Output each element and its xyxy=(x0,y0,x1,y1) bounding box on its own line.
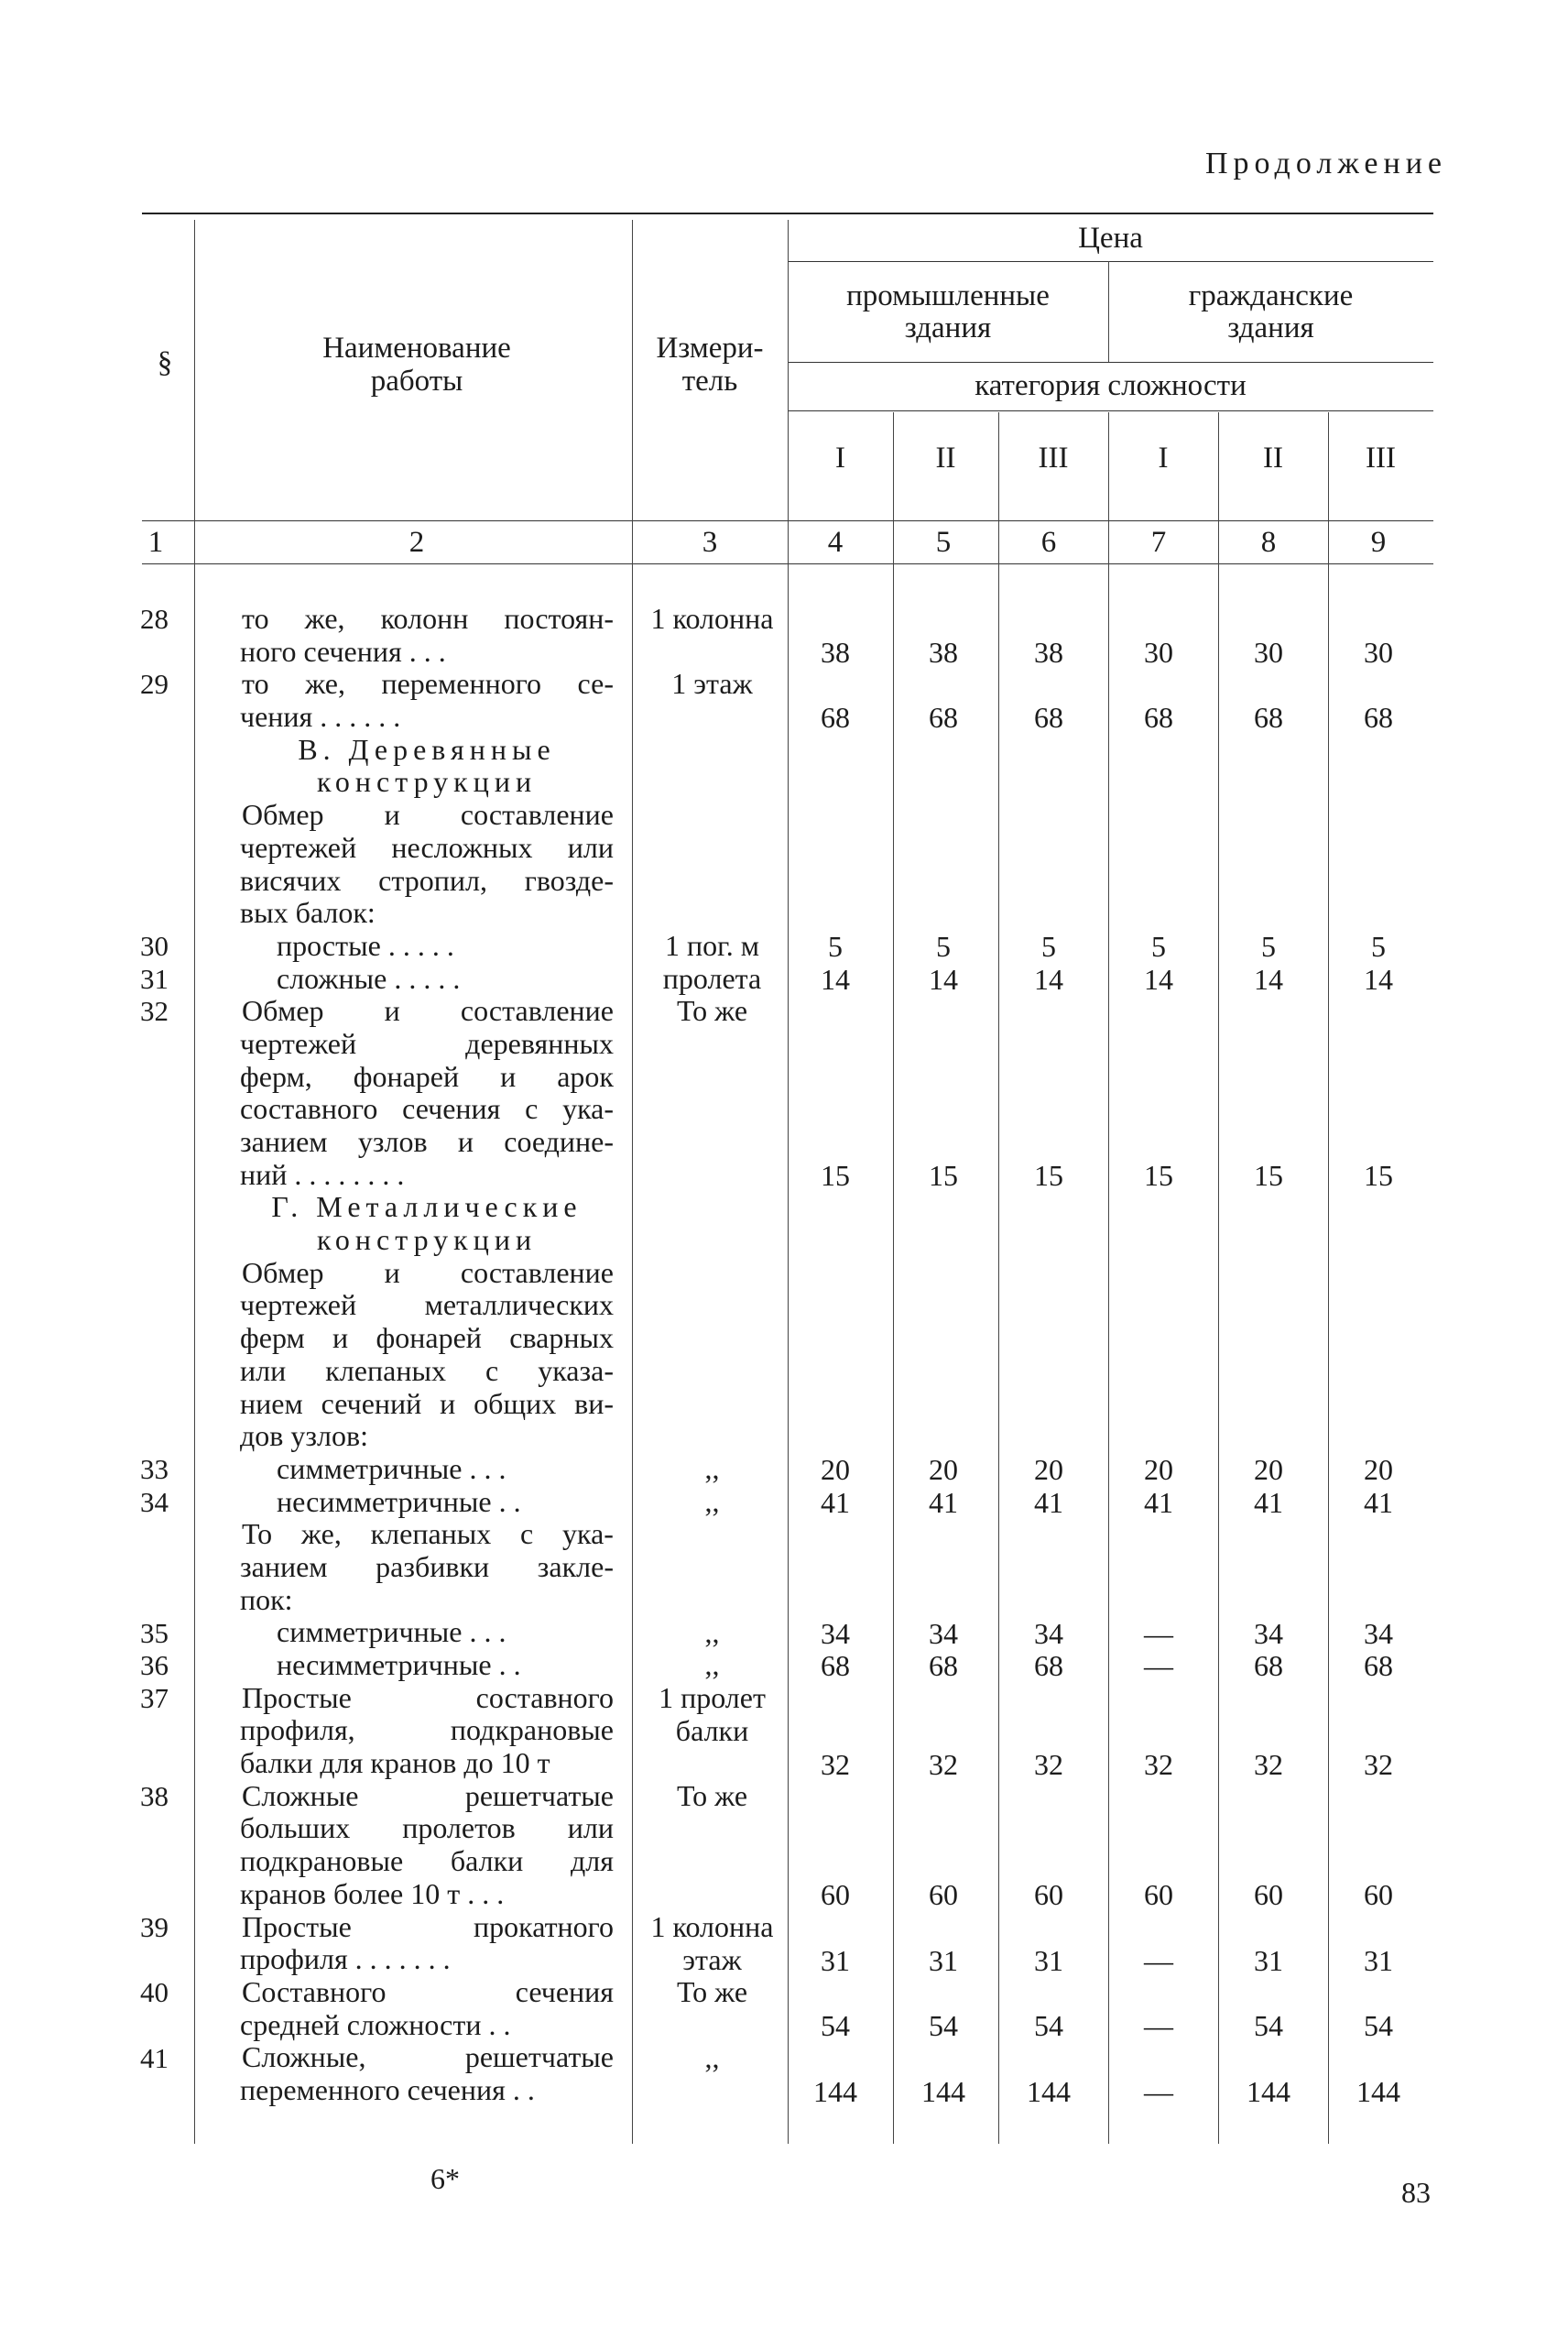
description-word: колонн xyxy=(380,602,469,635)
description-word: сварных xyxy=(509,1321,614,1355)
price-cell: 68 xyxy=(1034,1649,1063,1683)
description-word: металлических xyxy=(424,1288,614,1322)
industrial-header-line: здания xyxy=(904,311,992,344)
description-word: Обмер xyxy=(242,994,324,1028)
description-line xyxy=(240,1812,614,1845)
description-line xyxy=(240,832,614,865)
description-word: же, xyxy=(300,1517,342,1551)
column-number: 7 xyxy=(1150,526,1167,559)
price-cell: 34 xyxy=(1364,1616,1393,1650)
price-cell: 54 xyxy=(1254,2009,1283,2043)
description-word: нием xyxy=(240,1386,303,1420)
description-line xyxy=(240,799,614,832)
description-text: сложные . . . . . xyxy=(277,961,461,995)
price-cell: 32 xyxy=(1034,1747,1063,1781)
unit-cell: этаж xyxy=(682,1942,742,1976)
row-number: 40 xyxy=(140,1976,169,2009)
description-line xyxy=(240,1682,614,1715)
category-roman-numeral: II xyxy=(1263,442,1283,475)
description-word: для xyxy=(571,1844,614,1878)
work-description-column xyxy=(240,603,614,2107)
description-word: переменного xyxy=(381,667,542,701)
price-cell: — xyxy=(1144,2074,1173,2108)
description-word: занием xyxy=(240,1549,328,1583)
unit-cell: 1 пролет xyxy=(659,1681,766,1715)
row-number: 30 xyxy=(140,930,169,962)
description-word: или xyxy=(240,1353,287,1387)
column-divider xyxy=(632,220,633,2144)
price-cell: 14 xyxy=(821,962,850,996)
description-word: Обмер xyxy=(242,1255,324,1289)
price-cell: 68 xyxy=(821,1649,850,1683)
price-cell: 41 xyxy=(1364,1485,1393,1519)
row-number: 28 xyxy=(140,603,169,635)
price-cell: 32 xyxy=(1144,1747,1173,1781)
rule-line xyxy=(788,362,1433,363)
price-cell: 41 xyxy=(821,1485,850,1519)
price-cell: 41 xyxy=(1034,1485,1063,1519)
column-number: 3 xyxy=(702,526,718,559)
description-line xyxy=(240,1126,614,1159)
column-number: 2 xyxy=(408,526,425,559)
description-text: простые . . . . . xyxy=(277,928,454,962)
column-number: 5 xyxy=(935,526,952,559)
description-word: узлов xyxy=(357,1125,428,1158)
description-word: общих xyxy=(474,1386,557,1420)
description-line xyxy=(240,1061,614,1094)
price-cell: 5 xyxy=(1151,930,1166,963)
price-cell: 15 xyxy=(1144,1158,1173,1192)
description-word: с xyxy=(520,1517,534,1551)
price-cell: 20 xyxy=(821,1453,850,1487)
description-word: или xyxy=(567,830,614,864)
price-cell: 54 xyxy=(1034,2009,1063,2043)
description-word: составного xyxy=(240,1092,378,1126)
price-cell: 34 xyxy=(1254,1616,1283,1650)
row-number: 37 xyxy=(140,1682,169,1715)
column-number: 1 xyxy=(147,526,164,559)
column-number: 6 xyxy=(1040,526,1057,559)
unit-header-line: Измери- xyxy=(656,332,764,365)
description-line xyxy=(240,1388,614,1421)
description-text: средней сложности . . xyxy=(240,2007,511,2041)
price-cell: 31 xyxy=(821,1943,850,1977)
description-word: чертежей xyxy=(240,830,357,864)
description-word: Сложные, xyxy=(242,2040,366,2074)
description-word: подкрановые xyxy=(240,1844,404,1878)
price-cell: 60 xyxy=(821,1878,850,1912)
price-cell: 15 xyxy=(1254,1158,1283,1192)
unit-cell: 1 колонна xyxy=(650,602,774,635)
continuation-label: Продолжение xyxy=(1204,147,1447,180)
description-text: переменного сечения . . xyxy=(240,2072,535,2106)
description-line xyxy=(240,930,614,963)
description-word: постоян- xyxy=(504,602,614,635)
price-cell: 5 xyxy=(1041,930,1056,963)
price-cell: 34 xyxy=(929,1616,958,1650)
unit-cell: 1 этаж xyxy=(671,667,753,701)
description-word: и xyxy=(384,1255,400,1289)
price-cell: 5 xyxy=(936,930,951,963)
price-cell: 14 xyxy=(1254,962,1283,996)
description-word: заклe- xyxy=(537,1549,614,1583)
price-cell: 32 xyxy=(1364,1747,1393,1781)
price-cell: 144 xyxy=(1356,2074,1400,2108)
description-word: разбивки xyxy=(376,1549,490,1583)
unit-cell: ,, xyxy=(704,1615,720,1649)
column-number: 9 xyxy=(1370,526,1387,559)
description-word: составление xyxy=(460,1255,614,1289)
description-word: и xyxy=(384,994,400,1028)
description-word: прокатного xyxy=(474,1909,614,1943)
column-number: 8 xyxy=(1260,526,1277,559)
description-word: составление xyxy=(460,994,614,1028)
description-word: ука- xyxy=(562,1092,614,1126)
price-cell: 20 xyxy=(1144,1453,1173,1487)
price-cell: 68 xyxy=(1364,701,1393,735)
price-cell: 15 xyxy=(929,1158,958,1192)
price-cell: 68 xyxy=(1144,701,1173,735)
price-cell: 60 xyxy=(929,1878,958,1912)
description-word: ви- xyxy=(574,1386,614,1420)
description-line xyxy=(240,1453,614,1486)
description-line xyxy=(240,1976,614,2009)
description-line xyxy=(240,995,614,1028)
price-cell: 32 xyxy=(1254,1747,1283,1781)
price-cell: 60 xyxy=(1254,1878,1283,1912)
description-word: Простые xyxy=(242,1680,352,1714)
description-line xyxy=(240,1159,614,1192)
description-word: и xyxy=(384,798,400,832)
description-text: симметричные . . . xyxy=(277,1451,506,1485)
price-header: Цена xyxy=(1078,222,1143,255)
description-word: чертежей xyxy=(240,1026,357,1060)
rule-line xyxy=(788,261,1433,262)
description-word: занием xyxy=(240,1125,328,1158)
description-word: деревянных xyxy=(465,1026,614,1060)
row-number: 39 xyxy=(140,1911,169,1943)
description-line xyxy=(240,1289,614,1322)
description-word: клепаных xyxy=(325,1353,446,1387)
price-cell: 68 xyxy=(1254,1649,1283,1683)
civil-header-line: гражданские xyxy=(1188,279,1354,312)
description-word: се- xyxy=(577,667,614,701)
price-cell: 38 xyxy=(929,635,958,669)
description-word: ферм xyxy=(240,1321,305,1355)
rule-line xyxy=(788,410,1433,411)
description-line xyxy=(240,766,614,799)
description-line xyxy=(240,668,614,701)
description-word: составление xyxy=(460,798,614,832)
price-cell: 54 xyxy=(1364,2009,1393,2043)
unit-cell: То же xyxy=(676,1975,748,2009)
row-number: 38 xyxy=(140,1780,169,1813)
description-text: несимметричные . . xyxy=(277,1484,521,1518)
description-word: сечения xyxy=(515,1974,614,2008)
price-cell: 38 xyxy=(821,635,850,669)
description-word: решетчатые xyxy=(464,1778,614,1812)
price-cell: 68 xyxy=(1034,701,1063,735)
price-cell: 20 xyxy=(1034,1453,1063,1487)
description-word: чертежей xyxy=(240,1288,357,1322)
description-word: арок xyxy=(557,1059,614,1093)
column-number: 4 xyxy=(827,526,844,559)
row-number: 32 xyxy=(140,995,169,1028)
description-text: профиля . . . . . . . xyxy=(240,1942,451,1976)
price-cell: 14 xyxy=(929,962,958,996)
description-line xyxy=(240,1486,614,1519)
price-cell: 144 xyxy=(1247,2074,1290,2108)
description-word: сечения xyxy=(402,1092,501,1126)
description-word: балки xyxy=(450,1844,524,1878)
section-sign-header: § xyxy=(157,346,173,379)
unit-header-line: тель xyxy=(681,365,738,398)
description-word: стропил, xyxy=(378,863,487,897)
rule-line xyxy=(142,213,1433,214)
price-cell: 41 xyxy=(929,1485,958,1519)
description-text: балки для кранов до 10 т xyxy=(240,1746,550,1780)
description-line xyxy=(240,1191,614,1224)
price-cell: 54 xyxy=(929,2009,958,2043)
unit-cell: балки xyxy=(675,1713,749,1747)
price-cell: — xyxy=(1144,2009,1173,2043)
price-cell: 68 xyxy=(1254,701,1283,735)
description-text: ний . . . . . . . . xyxy=(240,1157,405,1191)
description-line xyxy=(240,2041,614,2074)
price-cell: 15 xyxy=(821,1158,850,1192)
price-cell: 30 xyxy=(1144,635,1173,669)
price-cell: 20 xyxy=(929,1453,958,1487)
price-cell: 34 xyxy=(821,1616,850,1650)
price-cell: 32 xyxy=(821,1747,850,1781)
description-line xyxy=(240,1322,614,1355)
description-text: чения . . . . . . xyxy=(240,700,401,734)
description-text: конструкции xyxy=(316,765,538,799)
description-word: профиля, xyxy=(240,1713,355,1747)
description-line xyxy=(240,1355,614,1388)
description-line xyxy=(240,636,614,669)
description-line xyxy=(240,1518,614,1551)
price-cell: 144 xyxy=(921,2074,965,2108)
description-word: с xyxy=(485,1353,499,1387)
description-line xyxy=(240,897,614,930)
description-word: же, xyxy=(305,667,345,701)
description-text: симметричные . . . xyxy=(277,1615,506,1649)
row-number: 33 xyxy=(140,1453,169,1486)
row-number: 41 xyxy=(140,2041,169,2074)
unit-cell: 1 колонна xyxy=(650,1910,774,1943)
description-word: указа- xyxy=(538,1353,614,1387)
unit-cell: ,, xyxy=(704,2040,720,2074)
description-line xyxy=(240,1551,614,1584)
price-cell: 15 xyxy=(1034,1158,1063,1192)
description-word: составного xyxy=(475,1680,614,1714)
description-word: и xyxy=(440,1386,456,1420)
unit-cell: То же xyxy=(676,994,748,1028)
price-cell: — xyxy=(1144,1943,1173,1977)
row-number: 34 xyxy=(140,1485,169,1518)
description-word: фонарей xyxy=(376,1321,482,1355)
unit-cell: ,, xyxy=(704,1648,720,1682)
name-header-line: Наименование xyxy=(322,332,511,365)
civil-header-line: здания xyxy=(1227,311,1314,344)
price-cell: 38 xyxy=(1034,635,1063,669)
description-word: или xyxy=(567,1811,614,1845)
description-word: гвозде- xyxy=(524,863,614,897)
row-number: 31 xyxy=(140,962,169,995)
page-number: 83 xyxy=(1401,2176,1431,2209)
price-cell: 32 xyxy=(929,1747,958,1781)
description-word: соедине- xyxy=(504,1125,614,1158)
description-word: и xyxy=(332,1321,349,1355)
description-text: вых балок: xyxy=(240,896,376,930)
description-word: ука- xyxy=(562,1517,614,1551)
price-cell: 41 xyxy=(1144,1485,1173,1519)
price-cell: 14 xyxy=(1364,962,1393,996)
description-line xyxy=(240,963,614,996)
description-line xyxy=(240,1747,614,1780)
description-word: висячих xyxy=(240,863,342,897)
price-cell: 31 xyxy=(1034,1943,1063,1977)
description-word: больших xyxy=(240,1811,351,1845)
description-word: с xyxy=(525,1092,539,1126)
description-line xyxy=(240,1028,614,1061)
description-text: дов узлов: xyxy=(240,1419,368,1453)
description-line xyxy=(240,1649,614,1682)
description-word: же, xyxy=(304,602,345,635)
price-cell: 144 xyxy=(1027,2074,1071,2108)
description-line xyxy=(240,1616,614,1649)
price-cell: 34 xyxy=(1034,1616,1063,1650)
description-word: Обмер xyxy=(242,798,324,832)
price-cell: 31 xyxy=(929,1943,958,1977)
price-cell: 30 xyxy=(1364,635,1393,669)
description-word: сечений xyxy=(321,1386,422,1420)
description-line xyxy=(240,1943,614,1976)
industrial-header-line: промышленные xyxy=(846,279,1050,312)
price-cell: 60 xyxy=(1364,1878,1393,1912)
description-text: пок: xyxy=(240,1582,293,1616)
unit-cell: 1 пог. м xyxy=(665,929,759,962)
row-number: 36 xyxy=(140,1649,169,1682)
description-text: несимметричные . . xyxy=(277,1648,521,1681)
description-word: и xyxy=(500,1059,517,1093)
description-line xyxy=(240,1845,614,1878)
price-cell: 15 xyxy=(1364,1158,1393,1192)
description-text: Г. Металлические xyxy=(271,1190,583,1224)
description-word: пролетов xyxy=(402,1811,516,1845)
price-cell: 68 xyxy=(929,1649,958,1683)
description-text: ного сечения . . . xyxy=(240,634,446,668)
price-cell: 5 xyxy=(828,930,843,963)
description-line xyxy=(240,1420,614,1453)
price-cell: 68 xyxy=(929,701,958,735)
name-header-line: работы xyxy=(370,365,463,398)
description-word: ферм, xyxy=(240,1059,312,1093)
price-cell: 31 xyxy=(1254,1943,1283,1977)
description-word: подкрановые xyxy=(450,1713,614,1747)
description-text: конструкции xyxy=(316,1223,538,1257)
description-line xyxy=(240,1780,614,1813)
price-cell: 54 xyxy=(821,2009,850,2043)
row-number: 29 xyxy=(140,668,169,701)
description-line xyxy=(240,1911,614,1944)
description-word: Простые xyxy=(242,1909,352,1943)
price-cell: 30 xyxy=(1254,635,1283,669)
description-line xyxy=(240,1093,614,1126)
price-cell: 20 xyxy=(1254,1453,1283,1487)
description-word: решетчатые xyxy=(464,2040,614,2074)
unit-cell: То же xyxy=(676,1779,748,1813)
unit-cell: ,, xyxy=(704,1452,720,1486)
price-cell: 31 xyxy=(1364,1943,1393,1977)
price-cell: 20 xyxy=(1364,1453,1393,1487)
description-line xyxy=(240,2009,614,2042)
price-cell: 5 xyxy=(1261,930,1276,963)
description-line xyxy=(240,1584,614,1617)
price-cell: 68 xyxy=(821,701,850,735)
price-cell: — xyxy=(1144,1649,1173,1683)
price-cell: 68 xyxy=(1364,1649,1393,1683)
description-word: несложных xyxy=(391,830,533,864)
description-line xyxy=(240,865,614,898)
category-roman-numeral: II xyxy=(935,442,956,475)
description-line xyxy=(240,603,614,636)
description-word: то xyxy=(242,667,269,701)
price-cell: — xyxy=(1144,1616,1173,1650)
description-word: то xyxy=(242,602,269,635)
column-divider xyxy=(194,220,195,2144)
description-line xyxy=(240,701,614,734)
unit-cell: ,, xyxy=(704,1484,720,1518)
unit-cell: пролета xyxy=(662,961,762,995)
description-word: Сложные xyxy=(242,1778,359,1812)
description-text: кранов более 10 т . . . xyxy=(240,1876,505,1910)
price-cell: 5 xyxy=(1371,930,1386,963)
category-roman-numeral: III xyxy=(1366,442,1396,475)
description-line xyxy=(240,1224,614,1257)
category-header: категория сложности xyxy=(975,369,1247,402)
description-line xyxy=(240,1257,614,1290)
price-cell: 60 xyxy=(1034,1878,1063,1912)
description-text: В. Деревянные xyxy=(298,732,556,766)
row-number: 35 xyxy=(140,1616,169,1649)
signature-mark: 6* xyxy=(430,2162,460,2195)
category-roman-numeral: I xyxy=(835,442,845,475)
description-word: То xyxy=(242,1517,273,1551)
category-roman-numeral: I xyxy=(1158,442,1169,475)
description-word: клепаных xyxy=(370,1517,492,1551)
category-roman-numeral: III xyxy=(1038,442,1069,475)
description-word: и xyxy=(457,1125,474,1158)
description-line xyxy=(240,1878,614,1911)
price-cell: 14 xyxy=(1144,962,1173,996)
description-line xyxy=(240,734,614,767)
description-word: Составного xyxy=(242,1974,387,2008)
price-cell: 41 xyxy=(1254,1485,1283,1519)
price-cell: 144 xyxy=(813,2074,857,2108)
description-line xyxy=(240,2074,614,2107)
description-line xyxy=(240,1714,614,1747)
price-cell: 60 xyxy=(1144,1878,1173,1912)
description-word: фонарей xyxy=(353,1059,460,1093)
price-cell: 14 xyxy=(1034,962,1063,996)
